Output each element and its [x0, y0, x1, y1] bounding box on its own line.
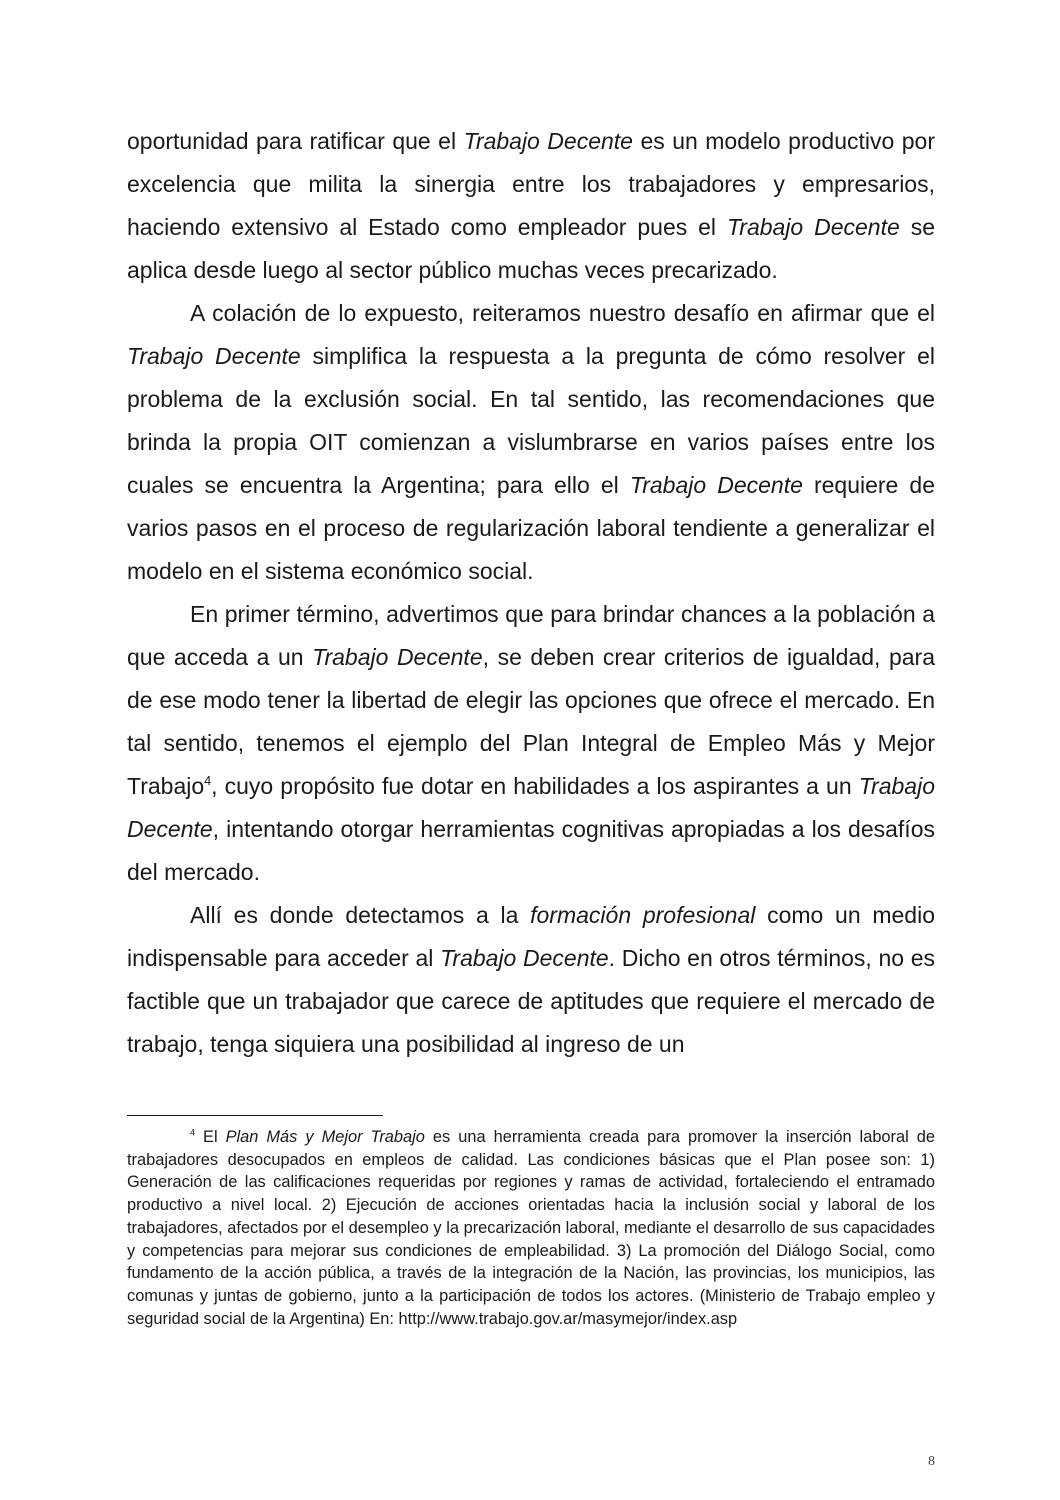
text-run: requiere de varios pasos en el proceso de regularización laboral tendiente a generalizar el modelo en el sistema económico social.: [127, 472, 935, 584]
paragraph-2: [127, 292, 935, 593]
italic-term: Trabajo Decente: [726, 214, 900, 240]
text-run: , cuyo propósito fue dotar en habilidades a los aspirantes a un: [211, 773, 859, 799]
footnote-reference[interactable]: 4: [204, 774, 212, 789]
text-run: oportunidad para ratificar que el: [127, 128, 464, 154]
footnote-separator: [127, 1115, 383, 1116]
paragraph-3: [127, 593, 935, 894]
body-text: [127, 120, 935, 1066]
text-run: El: [195, 1128, 226, 1146]
italic-term: Trabajo Decente: [629, 472, 803, 498]
text-run: es una herramienta creada para promover la inserción laboral de trabajadores desocupados en empleos de calidad. Las condiciones básicas que el Plan posee son: 1) Generación de las calificaciones requeridas por regiones y ramas de actividad, fortaleciendo el entramado productivo a nivel local. 2) Ejecución de acciones orientadas hacia la inclusión social y laboral de los trabajadores, afectados por el desempleo y la precarización laboral, mediante el desarrollo de sus capacidades y competencias para mejorar sus condiciones de empleabilidad. 3) La promoción del Diálogo Social, como fundamento de la acción pública, a través de la integración de la Nación, las provincias, los municipios, las comunas y juntas de gobierno, junto a la participación de todos los actores. (Ministerio de Trabajo empleo y seguridad social de la Argentina) En:: [127, 1128, 935, 1328]
text-run: A colación de lo expuesto, reiteramos nuestro desafío en afirmar que el: [190, 300, 935, 326]
text-run: simplifica la respuesta a la pregunta de cómo resolver el problema de la exclusión social. En tal sentido, las recomendaciones que brinda la propia OIT comienzan a vislumbrarse en varios países entre los cuales se encuentra la Argentina; para ello el: [127, 343, 935, 498]
italic-term: Trabajo Decente: [440, 945, 609, 971]
paragraph-1: [127, 120, 935, 292]
footnote: [127, 1126, 935, 1330]
italic-term: Trabajo Decente: [312, 644, 483, 670]
text-run: , intentando otorgar herramientas cognitivas apropiadas a los desafíos del mercado.: [127, 816, 935, 885]
text-run: Allí es donde detectamos a la: [190, 902, 531, 928]
footnote-url[interactable]: http://www.trabajo.gov.ar/masymejor/index.asp: [398, 1309, 738, 1328]
footnote-marker: 4: [190, 1127, 196, 1138]
text-run: se aplica desde luego al sector público muchas veces precarizado.: [127, 214, 935, 283]
footnote-text: [127, 1126, 935, 1330]
text-run: como un medio indispensable para acceder al: [127, 902, 935, 971]
text-run: . Dicho en otros términos, no es factible que un trabajador que carece de aptitudes que requiere el mercado de trabajo, tenga siquiera una posibilidad al ingreso de un: [127, 945, 935, 1057]
text-run: , se deben crear criterios de igualdad, para de ese modo tener la libertad de elegir las opciones que ofrece el mercado. En tal sentido, tenemos el ejemplo del Plan Integral de Empleo Más y Mejor Trabajo: [127, 644, 935, 799]
page-number: 8: [928, 1454, 935, 1469]
italic-term: formación profesional: [530, 902, 756, 928]
italic-term: Trabajo Decente: [463, 128, 633, 154]
text-run: En primer término, advertimos que para brindar chances a la población a que acceda a un: [127, 601, 935, 670]
italic-term: Plan Más y Mejor Trabajo: [225, 1128, 425, 1146]
italic-term: Trabajo Decente: [127, 773, 935, 842]
italic-term: Trabajo Decente: [127, 343, 301, 369]
text-run: es un modelo productivo por excelencia que milita la sinergia entre los trabajadores y empresarios, haciendo extensivo al Estado como empleador pues el: [127, 128, 936, 240]
paragraph-4: [127, 894, 935, 1066]
